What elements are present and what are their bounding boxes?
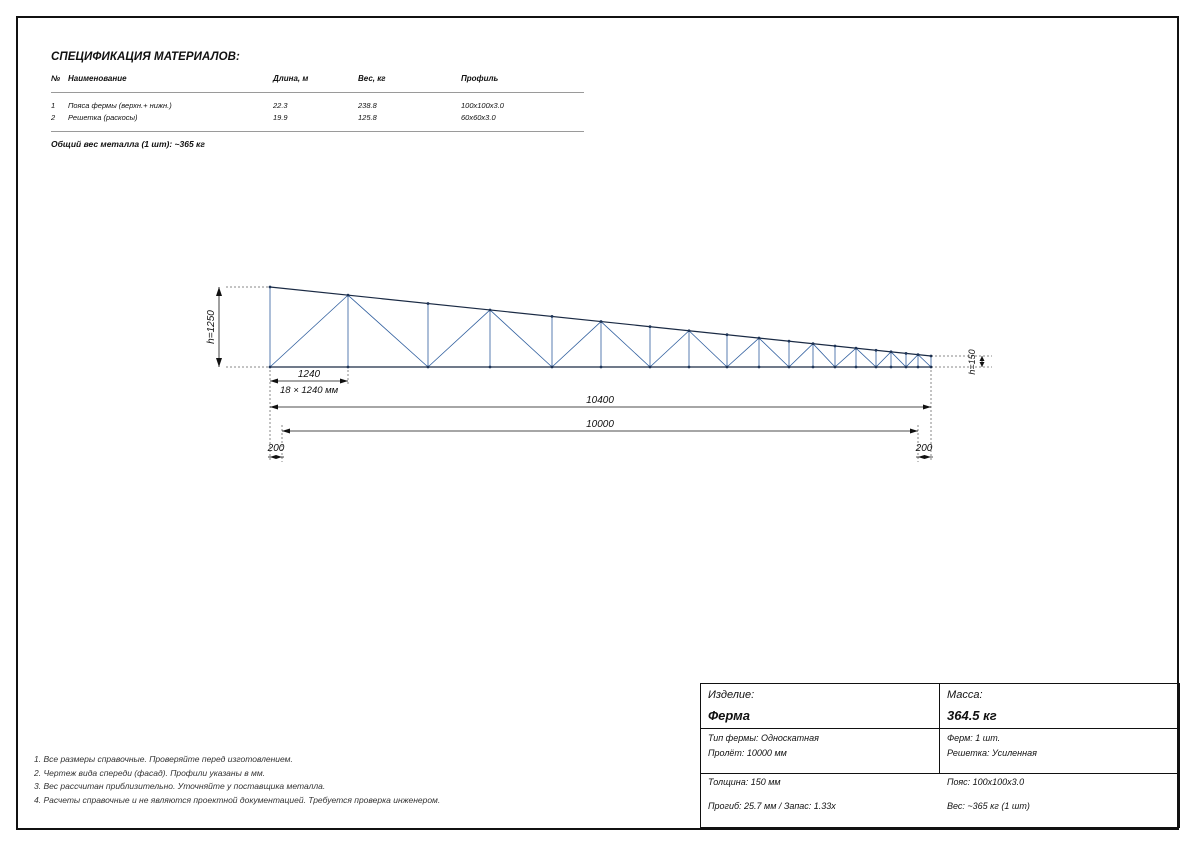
spec-cell: Решетка (раскосы) (68, 113, 138, 122)
truss-diagonal (689, 331, 727, 367)
spec-cell: 19.9 (273, 113, 288, 122)
truss-node (649, 325, 652, 328)
truss-diagonal (727, 338, 759, 367)
overhang-right-label: 200 (915, 443, 933, 454)
overhang-left-label: 200 (267, 443, 285, 454)
truss-type: Тип фермы: Односкатная (708, 733, 819, 743)
title-block (700, 683, 1180, 828)
arrow-head (980, 356, 985, 361)
title-block-divider (701, 728, 1179, 729)
truss-diagonal (891, 352, 906, 367)
truss-diagonal (835, 348, 856, 367)
lattice-type: Решетка: Усиленная (947, 748, 1037, 758)
note-line: 1. Все размеры справочные. Проверяйте перед изготовлением. (34, 754, 293, 764)
spec-col-weight: Вес, кг (358, 74, 386, 83)
arrow-head (918, 455, 925, 459)
truss-diagonal (906, 355, 918, 367)
truss-node (875, 366, 878, 369)
truss-node (812, 366, 815, 369)
truss-diagonal (876, 352, 891, 367)
product-name: Ферма (708, 708, 750, 723)
truss-node (875, 349, 878, 352)
truss-diagonal (789, 344, 813, 367)
arrow-head (270, 405, 278, 410)
truss-node (688, 366, 691, 369)
arrow-head (282, 429, 290, 434)
height-left-label: h=1250 (206, 310, 217, 344)
spec-cell: 2 (51, 113, 56, 122)
spec-cell: 125.8 (358, 113, 377, 122)
arrow-head (216, 287, 222, 296)
truss-node (649, 366, 652, 369)
spec-cell: Пояса фермы (верхн.+ нижн.) (68, 101, 172, 110)
arrow-head (925, 455, 932, 459)
arrow-head (216, 358, 222, 367)
truss-span: Пролёт: 10000 мм (708, 748, 787, 758)
arrow-head (340, 379, 348, 384)
mass-value: 364.5 кг (947, 708, 997, 723)
note-line: 2. Чертеж вида спереди (фасад). Профили указаны в мм. (34, 767, 266, 778)
truss-node (890, 366, 893, 369)
truss-diagonal (918, 355, 931, 367)
truss-diagonal (490, 310, 552, 367)
spec-title: СПЕЦИФИКАЦИЯ МАТЕРИАЛОВ: (51, 51, 240, 63)
product-label: Изделие: (708, 689, 755, 701)
truss-node (855, 347, 858, 350)
truss-diagonal (759, 338, 789, 367)
mass-label: Масса: (947, 689, 983, 701)
arrow-head (980, 362, 985, 367)
truss-node (890, 350, 893, 353)
notes (34, 753, 440, 807)
truss-node (905, 352, 908, 355)
spec-col-profile: Профиль (461, 74, 499, 83)
truss-node (834, 366, 837, 369)
note-line: 4. Расчеты справочные и не являются проектной документацией. Требуется проверка инженером. (34, 794, 441, 805)
truss-node (726, 333, 729, 336)
truss-diagonal (813, 344, 835, 367)
chord-profile: Пояс: 100x100x3.0 (947, 777, 1025, 787)
truss (269, 286, 933, 369)
arrow-head (910, 429, 918, 434)
truss-node (855, 366, 858, 369)
truss-node (600, 366, 603, 369)
truss-diagonal (601, 322, 650, 367)
truss-node (489, 366, 492, 369)
spec-cell: 238.8 (358, 101, 377, 110)
weight: Вес: ~365 кг (1 шт) (947, 801, 1030, 811)
overall-label: 10400 (586, 395, 614, 406)
truss-node (917, 366, 920, 369)
truss-diagonal (552, 322, 601, 367)
spec-cell: 1 (51, 101, 56, 110)
span-label: 10000 (586, 419, 614, 430)
spec-cell: 60x60x3.0 (461, 113, 496, 122)
spec-col-number: № (51, 74, 61, 83)
deflection: Прогиб: 25.7 мм / Запас: 1.33x (708, 801, 836, 811)
truss-node (758, 366, 761, 369)
truss-node (600, 320, 603, 323)
truss-diagonal (348, 295, 428, 367)
truss-node (551, 315, 554, 318)
truss-node (812, 342, 815, 345)
truss-node (427, 302, 430, 305)
arrow-head (270, 379, 278, 384)
truss-count: Ферм: 1 шт. (947, 733, 1001, 743)
truss-node (758, 337, 761, 340)
spec-col-name: Наименование (68, 74, 127, 83)
spec-cell: 22.3 (273, 101, 288, 110)
truss-diagonal (270, 295, 348, 367)
panels-label: 18 × 1240 мм (280, 385, 339, 396)
truss-node (347, 294, 350, 297)
truss-node (788, 340, 791, 343)
arrow-head (270, 455, 276, 459)
truss-node (551, 366, 554, 369)
dimensions (206, 287, 992, 462)
truss-diagonal (650, 331, 689, 367)
panel-label: 1240 (297, 369, 321, 380)
truss-diagonal (428, 310, 490, 367)
height-right-label: h=150 (967, 349, 977, 375)
spec-col-length: Длина, м (273, 74, 309, 83)
truss-node (427, 366, 430, 369)
truss-node (726, 366, 729, 369)
truss-diagonal (856, 348, 876, 367)
spec-total: Общий вес металла (1 шт): ~365 кг (51, 139, 205, 149)
truss-node (347, 366, 350, 369)
truss-node (688, 329, 691, 332)
truss-node (917, 353, 920, 356)
thickness: Толщина: 150 мм (708, 777, 781, 787)
truss-node (489, 309, 492, 312)
spec-cell: 100x100x3.0 (461, 101, 504, 110)
arrow-head (923, 405, 931, 410)
note-line: 3. Вес рассчитан приблизительно. Уточняйте у поставщика металла. (34, 781, 326, 792)
arrow-head (276, 455, 282, 459)
title-block-divider (701, 773, 1179, 774)
truss-node (788, 366, 791, 369)
truss-node (834, 345, 837, 348)
truss-node (905, 366, 908, 369)
